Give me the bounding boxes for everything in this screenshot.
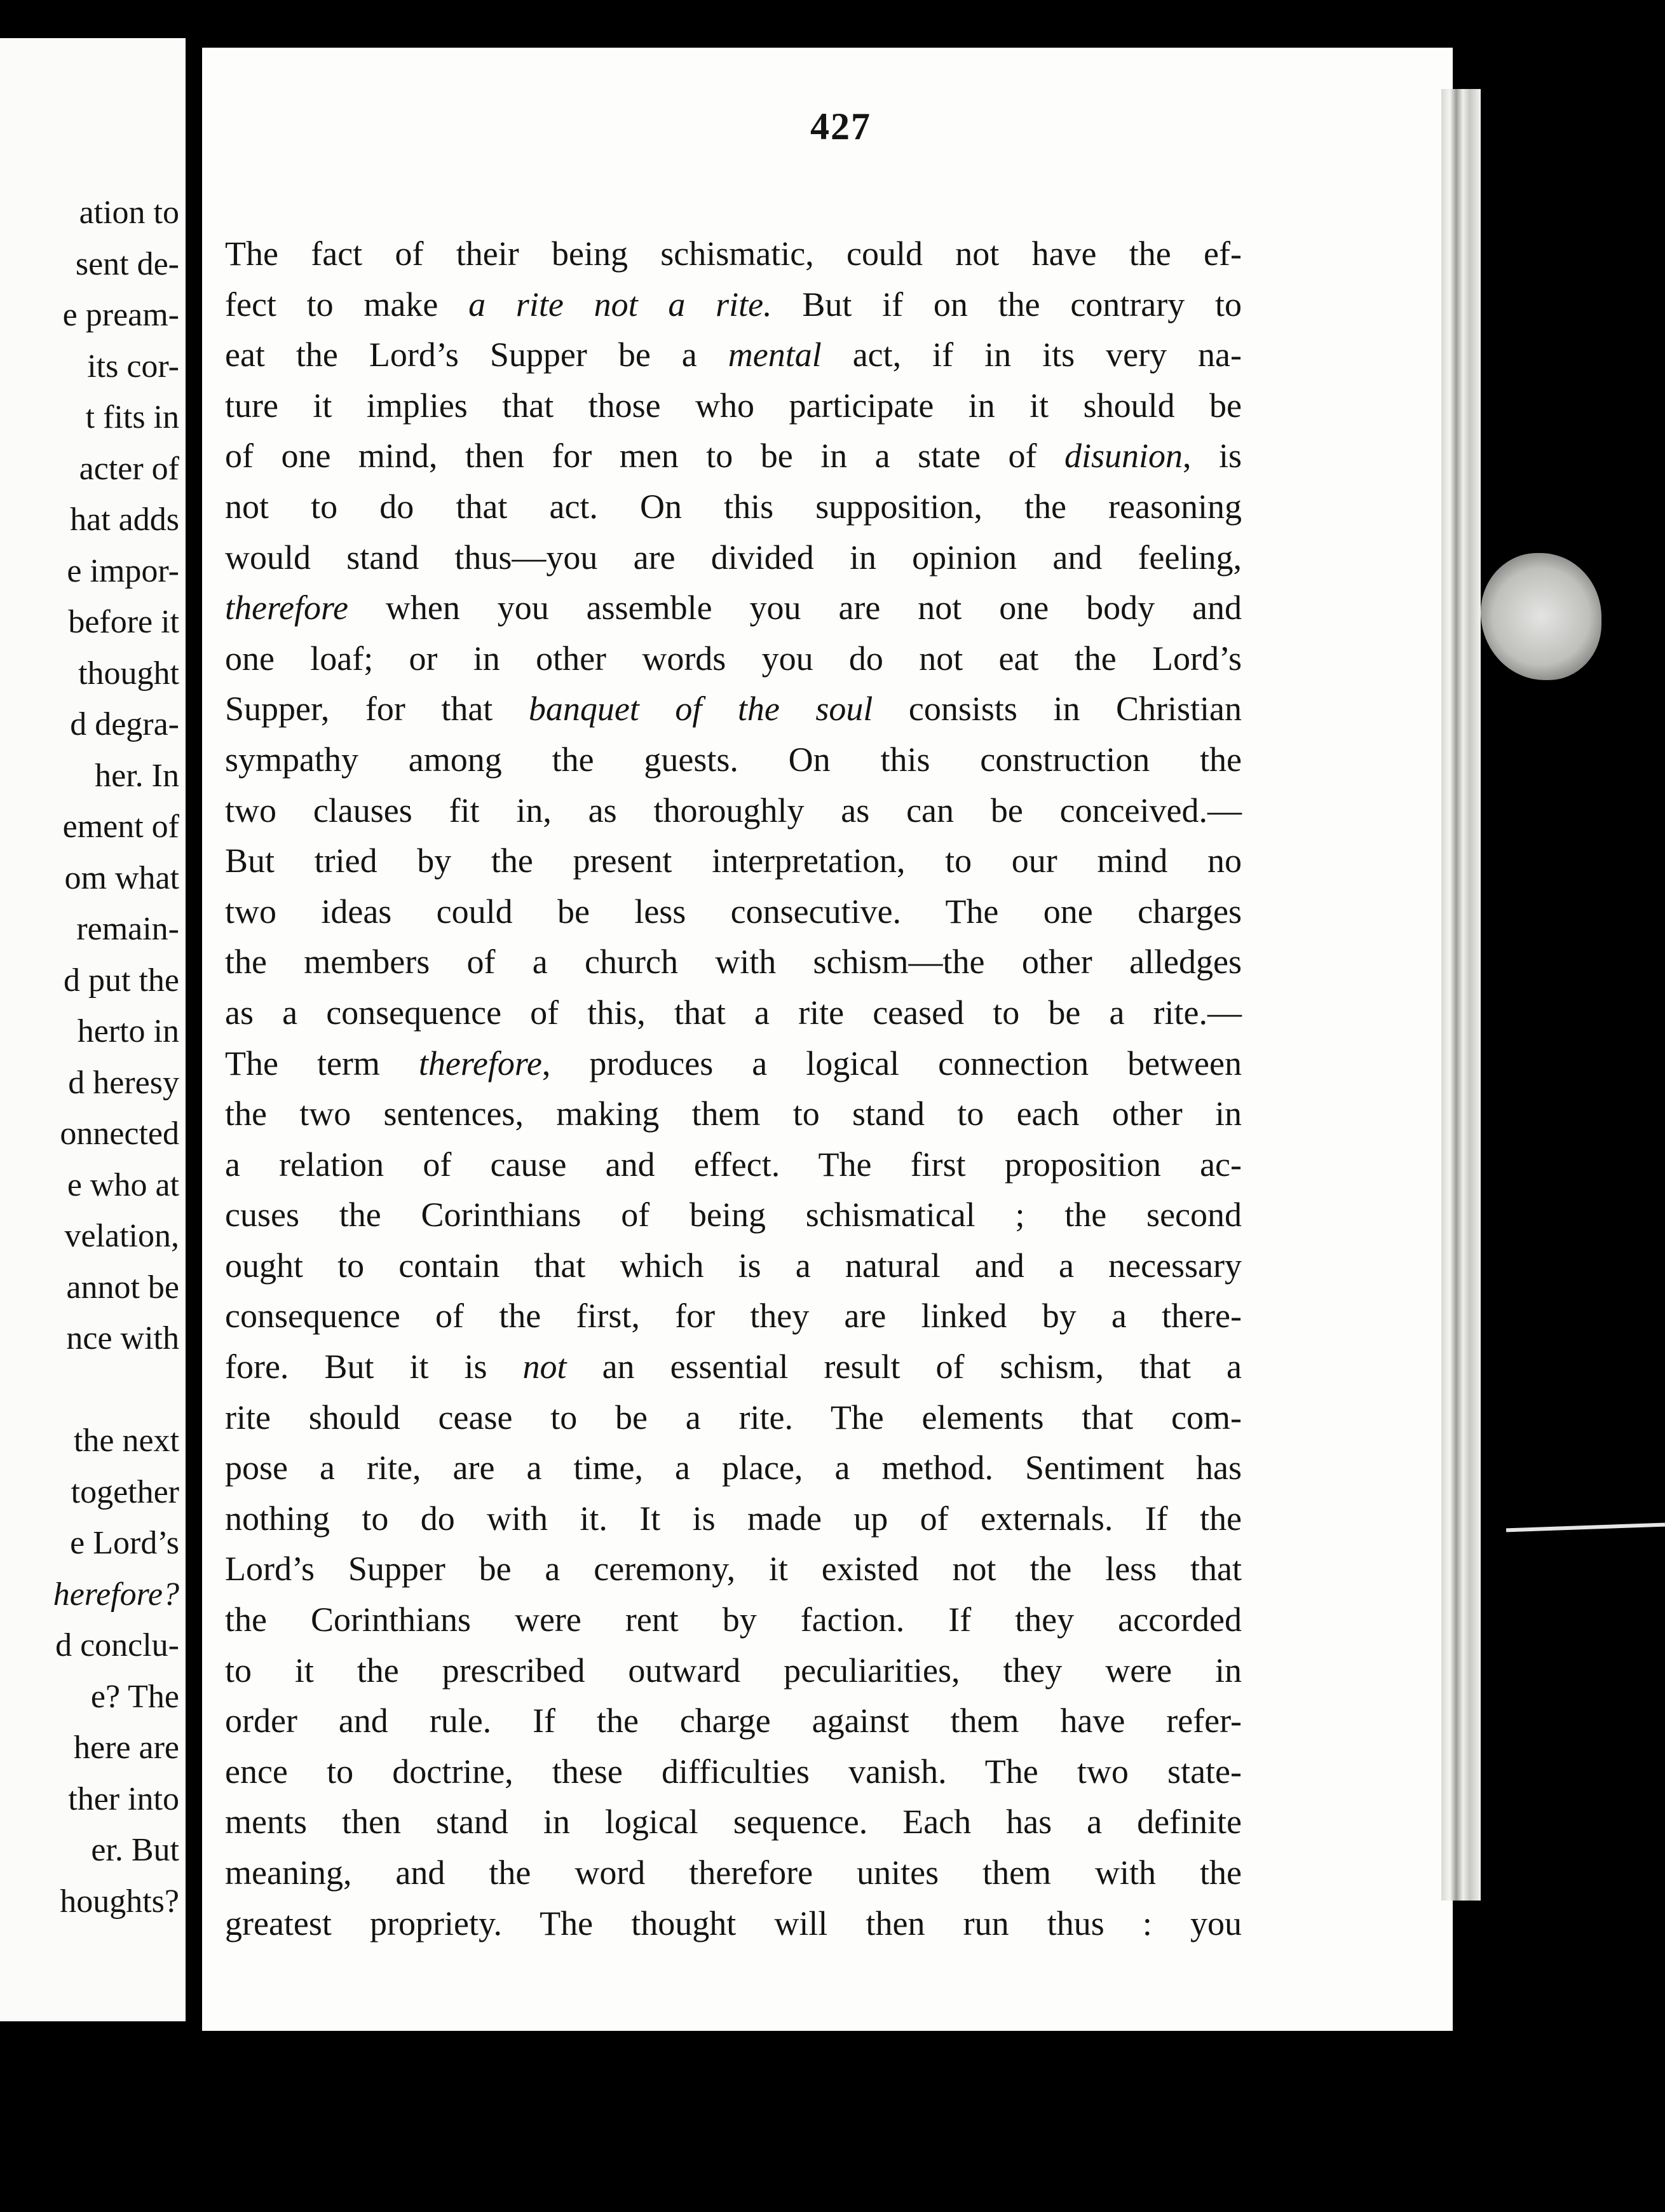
text-line: Lord’s Supper be a ceremony, it existed not the less that (225, 1550, 1242, 1588)
text-line: ought to contain that which is a natural and a necessary (225, 1246, 1242, 1285)
text-line: greatest propriety. The thought will then run thus : you (225, 1904, 1242, 1942)
text-line: ence to doctrine, these difficulties vanish. The two state- (225, 1752, 1242, 1791)
text-line: meaning, and the word therefore unites them with the (225, 1854, 1242, 1892)
facing-text-line: d heresy (68, 1064, 179, 1101)
facing-text-line: e impor- (67, 552, 179, 589)
facing-text-line: its cor- (87, 348, 179, 385)
facing-text-line: thought (78, 655, 179, 692)
text-line: one loaf; or in other words you do not eat the Lord’s (225, 639, 1242, 678)
facing-text-line: annot be (66, 1269, 179, 1306)
facing-text-line: er. But (91, 1832, 179, 1868)
italic-phrase: mental (728, 336, 822, 374)
text-line: a relation of cause and effect. The first proposition ac- (225, 1145, 1242, 1184)
facing-text-line: hat adds (70, 502, 179, 538)
facing-page-fragment (0, 38, 186, 2021)
text-line: eat the Lord’s Supper be a mental act, if in its very na- (225, 336, 1242, 374)
text-line: cuses the Corinthians of being schismatical ; the second (225, 1196, 1242, 1234)
facing-text-line: acter of (79, 450, 179, 487)
facing-text-line: houghts? (60, 1883, 179, 1920)
italic-phrase: therefore (418, 1044, 542, 1082)
text-line: two clauses fit in, as thoroughly as can be conceived.— (225, 791, 1242, 830)
facing-page-text (53, 188, 179, 1927)
text-line: the two sentences, making them to stand to each other in (225, 1095, 1242, 1133)
text-line: But tried by the present interpretation, to our mind no (225, 842, 1242, 880)
facing-text-line: her. In (95, 757, 179, 794)
italic-phrase: therefore (225, 589, 348, 627)
italic-phrase: disunion (1064, 437, 1183, 475)
facing-text-line: herto in (77, 1013, 179, 1049)
facing-text-line: d degra- (70, 706, 179, 742)
facing-text-line: the next (73, 1423, 179, 1459)
text-line: fect to make a rite not a rite. But if on the contrary to (225, 285, 1242, 324)
text-line: rite should cease to be a rite. The elements that com- (225, 1398, 1242, 1437)
paper-blot (1481, 553, 1601, 680)
text-line: not to do that act. On this supposition, the reasoning (225, 487, 1242, 526)
facing-text-line: velation, (64, 1218, 179, 1254)
text-line: to it the prescribed outward peculiarities, they were in (225, 1651, 1242, 1690)
text-line: of one mind, then for men to be in a state of disunion, is (225, 437, 1242, 475)
text-line: fore. But it is not an essential result of schism, that a (225, 1348, 1242, 1386)
text-line: the Corinthians were rent by faction. If they accorded (225, 1601, 1242, 1639)
text-line: pose a rite, are a time, a place, a method. Sentiment has (225, 1449, 1242, 1487)
text-line: Supper, for that banquet of the soul consists in Christian (225, 690, 1242, 728)
text-line: two ideas could be less consecutive. The one charges (225, 892, 1242, 931)
facing-text-line: d conclu- (55, 1627, 179, 1663)
scan-artifact (1506, 1523, 1665, 1533)
facing-text-line: onnected (60, 1116, 179, 1152)
facing-text-line: together (71, 1473, 179, 1510)
text-line: The fact of their being schismatic, could not have the ef- (225, 235, 1242, 273)
text-line: The term therefore, produces a logical connection between (225, 1044, 1242, 1082)
body-text (225, 229, 1242, 1949)
facing-text-line: ation to (79, 195, 179, 231)
facing-text-line: here are (74, 1730, 179, 1766)
facing-text-line: t fits in (85, 399, 179, 435)
facing-text-line: e who at (67, 1166, 179, 1203)
facing-text-line: om what (64, 859, 179, 896)
italic-phrase: not (522, 1348, 567, 1386)
text-line: the members of a church with schism—the other alledges (225, 943, 1242, 981)
text-line: ture it implies that those who participate in it should be (225, 386, 1242, 425)
facing-text-line: before it (68, 604, 179, 640)
text-line: nothing to do with it. It is made up of externals. If the (225, 1499, 1242, 1538)
book-page (202, 48, 1453, 2031)
facing-text-line: e? The (90, 1678, 179, 1715)
italic-phrase: a rite not a rite. (468, 285, 772, 324)
text-line: order and rule. If the charge against them have refer- (225, 1702, 1242, 1740)
facing-text-line: ement of (62, 809, 179, 845)
facing-text-line (53, 1365, 179, 1416)
text-line: consequence of the first, for they are linked by a there- (225, 1297, 1242, 1335)
facing-text-line: d put the (64, 962, 179, 999)
facing-text-line: remain- (76, 911, 179, 947)
text-line: ments then stand in logical sequence. Each has a definite (225, 1803, 1242, 1841)
page-stack-edge (1441, 89, 1481, 1901)
facing-text-line: ther into (68, 1780, 179, 1817)
facing-text-line: e pream- (62, 297, 179, 333)
page-number: 427 (810, 106, 871, 147)
text-line: would stand thus—you are divided in opinion and feeling, (225, 538, 1242, 577)
facing-text-line: e Lord’s (70, 1525, 179, 1561)
text-line: as a consequence of this, that a rite ceased to be a rite.— (225, 993, 1242, 1032)
italic-phrase: banquet of the soul (528, 690, 873, 728)
text-line: sympathy among the guests. On this construction the (225, 740, 1242, 779)
facing-text-line: herefore? (53, 1576, 179, 1613)
facing-text-line: sent de- (75, 245, 179, 282)
facing-text-line: nce with (66, 1320, 179, 1356)
text-line: therefore when you assemble you are not one body and (225, 589, 1242, 627)
